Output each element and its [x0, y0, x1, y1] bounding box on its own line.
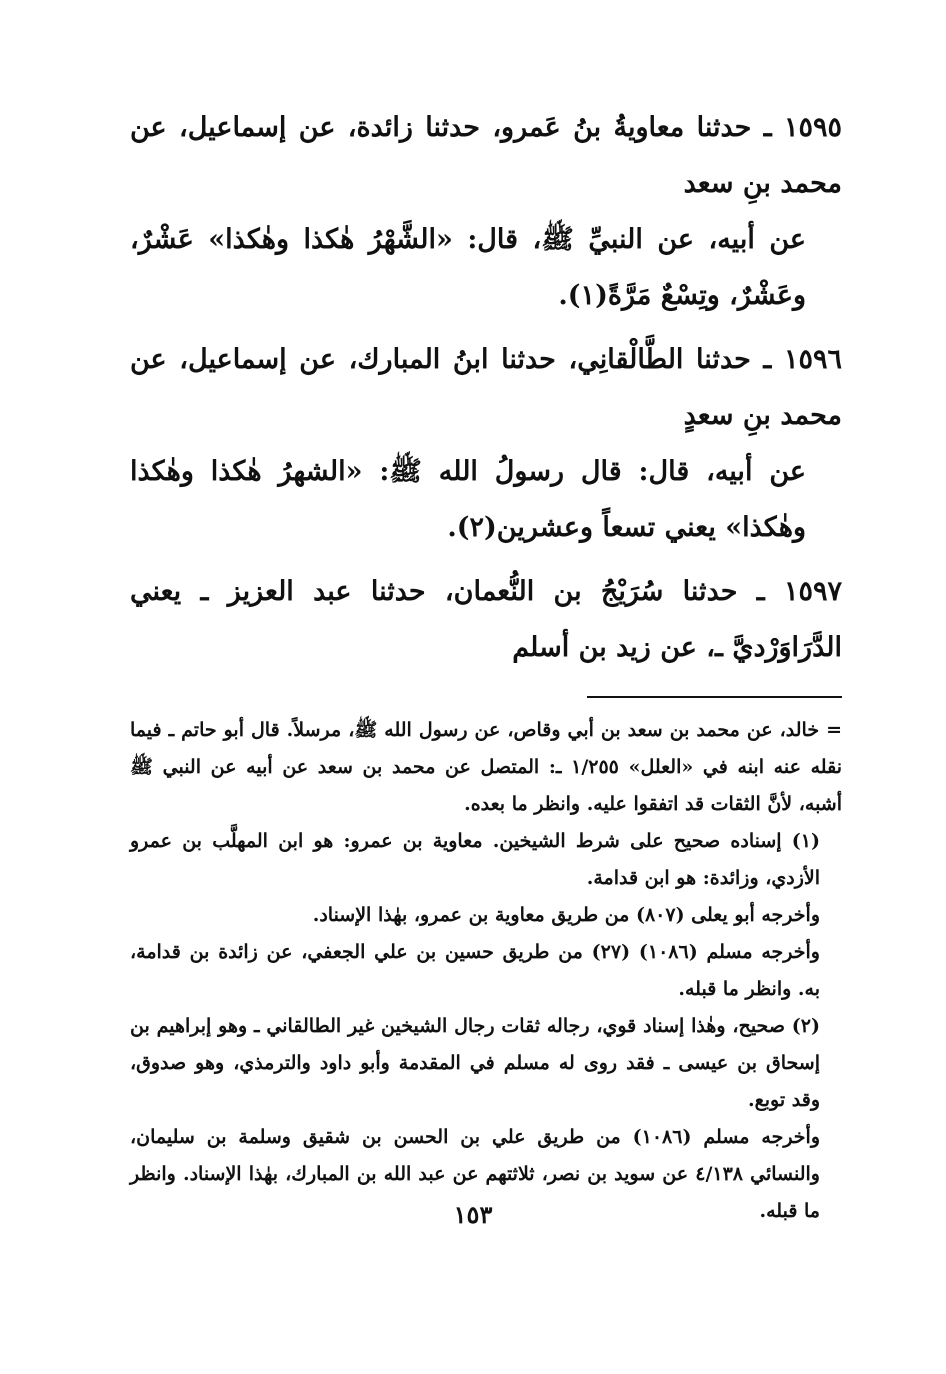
hadith-number: ١٥٩٧: [784, 576, 843, 607]
page-content: [130, 100, 842, 1230]
hadith-number: ١٥٩٥: [783, 112, 842, 143]
hadith-text: عن أبيه، عن النبيِّ ﷺ، قال: «الشَّهْرُ هٰكذا وهٰكذا» عَشْرٌ، وعَشْرٌ، وتِسْعٌ مَرَّةً(١).: [130, 224, 806, 311]
hadith-number: ١٥٩٦: [783, 344, 842, 375]
hadith-text: عن أبيه، قال: قال رسولُ الله ﷺ: «الشهرُ هٰكذا وهٰكذا وهٰكذا» يعني تسعاً وعشرين(٢).: [130, 456, 806, 543]
footnote-1-takhrij-a: وأخرجه أبو يعلى (٨٠٧) من طريق معاوية بن عمرو، بهٰذا الإسناد.: [312, 904, 820, 926]
footnote-1: (١) إسناده صحيح على شرط الشيخين. معاوية بن عمرو: هو ابن المهلَّب بن عمرو الأزدي، وزائدة: هو ابن قدامة.: [130, 830, 820, 889]
hadith-section: [130, 100, 842, 676]
hadith-chain: ـ حدثنا معاويةُ بنُ عَمرو، حدثنا زائدة، عن إسماعيل، عن محمد بنِ سعد: [130, 112, 842, 199]
footnote-1-takhrij-b: وأخرجه مسلم (١٠٨٦) (٢٧) من طريق حسين بن علي الجعفي، عن زائدة بن قدامة، به. وانظر ما قبله.: [130, 941, 820, 1000]
footnote-divider: [587, 696, 842, 698]
hadith-chain: ـ حدثنا الطَّالْقانِي، حدثنا ابنُ المبارك، عن إسماعيل، عن محمد بنِ سعدٍ: [130, 344, 842, 431]
footnote-2-takhrij: وأخرجه مسلم (١٠٨٦) من طريق علي بن الحسن بن شقيق وسلمة بن سليمان، والنسائي ٤/١٣٨ عن سويد بن نصر، ثلاثتهم عن عبد الله بن المبارك، بهٰذا الإسناد. وانظر ما قبله.: [130, 1126, 820, 1222]
footnote-2: (٢) صحيح، وهٰذا إسناد قوي، رجاله ثقات رجال الشيخين غير الطالقاني ـ وهو إبراهيم بن إسحاق بن عيسى ـ فقد روى له مسلم في المقدمة وأبو داود والترمذي، وهو صدوق، وقد توبع.: [130, 1015, 820, 1111]
page-number: ١٥٣: [453, 1200, 493, 1229]
footnote-divider-wrap: [130, 684, 842, 712]
footnotes-section: [130, 712, 842, 1230]
hadith-1595: [130, 100, 842, 324]
footnote-continuation: = خالد، عن محمد بن سعد بن أبي وقاص، عن رسول الله ﷺ، مرسلاً. قال أبو حاتم ـ فيما نقله عنه ابنه في «العلل» ١/٢٥٥ ـ: المتصل عن محمد بن سعد عن أبيه عن النبي ﷺ أشبه، لأنَّ الثقات قد اتفقوا عليه. وانظر ما بعده.: [130, 719, 842, 815]
hadith-1596: [130, 332, 842, 556]
hadith-1597: [130, 564, 842, 676]
hadith-chain: ـ حدثنا سُرَيْجُ بن النُّعمان، حدثنا عبد العزيز ـ يعني الدَّرَاوَرْديَّ ـ، عن زيد بن أسلم: [130, 576, 842, 663]
